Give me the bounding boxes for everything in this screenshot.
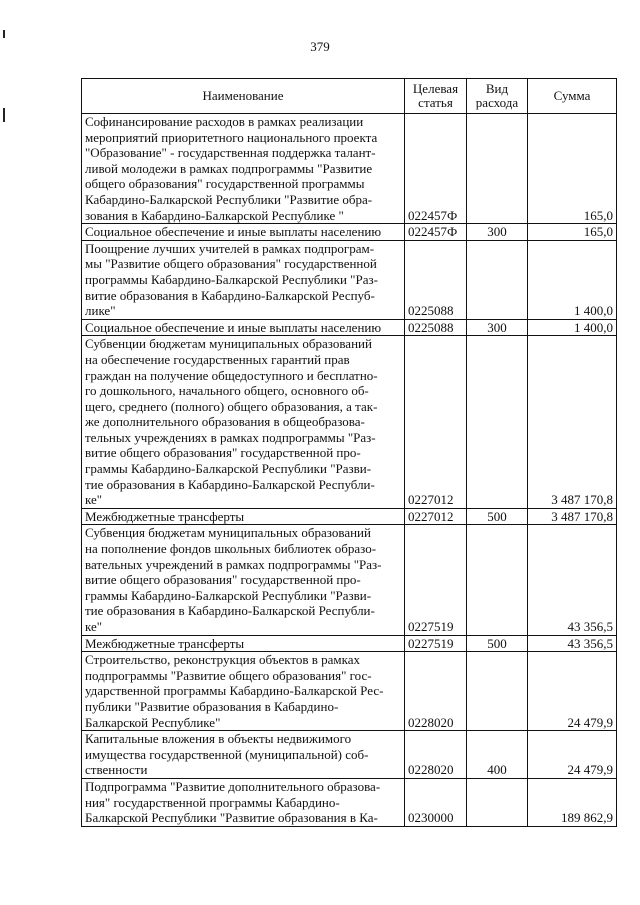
row-name-line: тие образования в Кабардино-Балкарской Республи- [85,476,375,492]
row-name-line: на обеспечение государственных гарантий прав [85,351,350,367]
row-name [82,224,405,241]
row-sum: 1 400,0 [528,240,617,319]
table-row [82,114,617,224]
row-name [82,508,405,525]
row-name-line: общего образования" государственной программы [85,176,365,192]
row-name [82,778,405,826]
row-name-line: программы Кабардино-Балкарской Республики "Раз- [85,271,378,287]
row-target-article: 022457Ф [405,224,467,241]
table-row [82,635,617,652]
table-row [82,319,617,336]
scan-mark-middle [3,108,5,122]
row-name-line: Подпрограмма "Развитие дополнительного образова- [85,778,381,794]
row-name [82,319,405,336]
table-header-row [82,79,617,114]
row-expense-type [467,652,528,731]
row-name-line: мероприятий приоритетного национального проекта [85,129,378,145]
row-expense-type: 500 [467,635,528,652]
row-name-line: щего, среднего (полного) общего образования, а так- [85,398,378,414]
row-name-line: витие общего образования" государственной про- [85,445,361,461]
row-name-line: витие образования в Кабардино-Балкарской Респуб- [85,287,375,303]
row-name-line: Строительство, реконструкция объектов в рамках [85,652,361,668]
row-name [82,525,405,635]
row-sum: 3 487 170,8 [528,336,617,509]
row-name [82,731,405,779]
row-sum: 43 356,5 [528,635,617,652]
row-name [82,635,405,652]
row-target-article: 0227519 [405,635,467,652]
row-name-line: Межбюджетные трансферты [85,635,245,651]
row-sum: 43 356,5 [528,525,617,635]
row-target-article: 0225088 [405,319,467,336]
row-name [82,240,405,319]
row-name-line: Капитальные вложения в объекты недвижимого [85,731,352,747]
row-expense-type [467,114,528,224]
row-sum: 165,0 [528,114,617,224]
row-target-article: 022457Ф [405,114,467,224]
table-body [82,114,617,827]
row-name-line: Балкарской Республике" [85,714,221,730]
budget-table [81,78,617,827]
row-name-line: Субвенция бюджетам муниципальных образований [85,525,371,541]
row-name-line: витие общего образования" государственной про- [85,572,361,588]
row-sum: 3 487 170,8 [528,508,617,525]
row-expense-type [467,240,528,319]
row-name-line: граммы Кабардино-Балкарской Республики "Разви- [85,461,372,477]
row-name-line: тельных учреждениях в рамках подпрограммы "Раз- [85,429,376,445]
row-name-line: Социальное обеспечение и иные выплаты населению [85,224,382,240]
row-name-line: имущества государственной (муниципальной) соб- [85,746,369,762]
row-target-article: 0227012 [405,336,467,509]
row-name-line: вательных учреждений в рамках подпрограммы "Раз- [85,556,382,572]
scan-mark-top [3,30,5,38]
table-row [82,336,617,509]
row-name [82,652,405,731]
row-sum: 24 479,9 [528,731,617,779]
row-target-article: 0227519 [405,525,467,635]
table-row [82,652,617,731]
row-name-line: ственности [85,762,148,778]
row-sum: 165,0 [528,224,617,241]
table-row [82,778,617,826]
row-expense-type: 300 [467,319,528,336]
row-target-article: 0227012 [405,508,467,525]
row-name-line: го дошкольного, начального общего, основного об- [85,383,369,399]
row-target-article: 0225088 [405,240,467,319]
row-name-line: ударственной программы Кабардино-Балкарской Рес- [85,683,384,699]
row-expense-type: 400 [467,731,528,779]
row-name-line: ливой молодежи в рамках подпрограммы "Развитие [85,160,373,176]
row-name-line: Социальное обеспечение и иные выплаты населению [85,319,382,335]
row-sum: 24 479,9 [528,652,617,731]
row-name-line: граммы Кабардино-Балкарской Республики "Разви- [85,587,372,603]
header-target-article: Целевая статья [405,79,467,114]
row-name-line: Софинансирование расходов в рамках реализации [85,114,364,129]
row-name [82,114,405,224]
row-target-article: 0228020 [405,652,467,731]
row-name-line: подпрограммы "Развитие общего образования" гос- [85,667,372,683]
page-number: 379 [310,39,330,54]
row-name-line: зования в Кабардино-Балкарской Республике " [85,207,344,223]
row-sum: 189 862,9 [528,778,617,826]
row-name-line: мы "Развитие общего образования" государственной [85,256,377,272]
row-name-line: граждан на получение общедоступного и бесплатно- [85,367,378,383]
row-name-line: лике" [85,303,116,319]
table-row [82,508,617,525]
row-name-line: Субвенции бюджетам муниципальных образований [85,336,372,352]
row-sum: 1 400,0 [528,319,617,336]
table-row [82,224,617,241]
header-expense-type: Вид расхода [467,79,528,114]
row-name-line: тие образования в Кабардино-Балкарской Республи- [85,603,375,619]
row-target-article: 0228020 [405,731,467,779]
row-name-line: же дополнительного образования в общеобразова- [85,414,365,430]
row-expense-type: 500 [467,508,528,525]
row-target-article: 0230000 [405,778,467,826]
row-name-line: на пополнение фондов школьных библиотек образо- [85,541,377,557]
row-name-line: публики "Развитие образования в Кабардино- [85,698,339,714]
row-name-line: Поощрение лучших учителей в рамках подпрограм- [85,240,375,256]
row-expense-type [467,778,528,826]
row-name [82,336,405,509]
table-row [82,731,617,779]
row-expense-type [467,525,528,635]
row-name-line: Межбюджетные трансферты [85,508,245,524]
table-row [82,240,617,319]
header-name: Наименование [82,79,405,114]
row-name-line: ке" [85,619,103,634]
table-row [82,525,617,635]
row-name-line: "Образование" - государственная поддержка талант- [85,145,376,161]
row-name-line: Балкарской Республики "Развитие образования в Ка- [85,810,378,826]
row-name-line: Кабардино-Балкарской Республики "Развитие обра- [85,191,373,207]
row-name-line: ке" [85,492,103,508]
row-expense-type: 300 [467,224,528,241]
header-sum: Сумма [528,79,617,114]
row-expense-type [467,336,528,509]
row-name-line: ния" государственной программы Кабардино- [85,794,340,810]
